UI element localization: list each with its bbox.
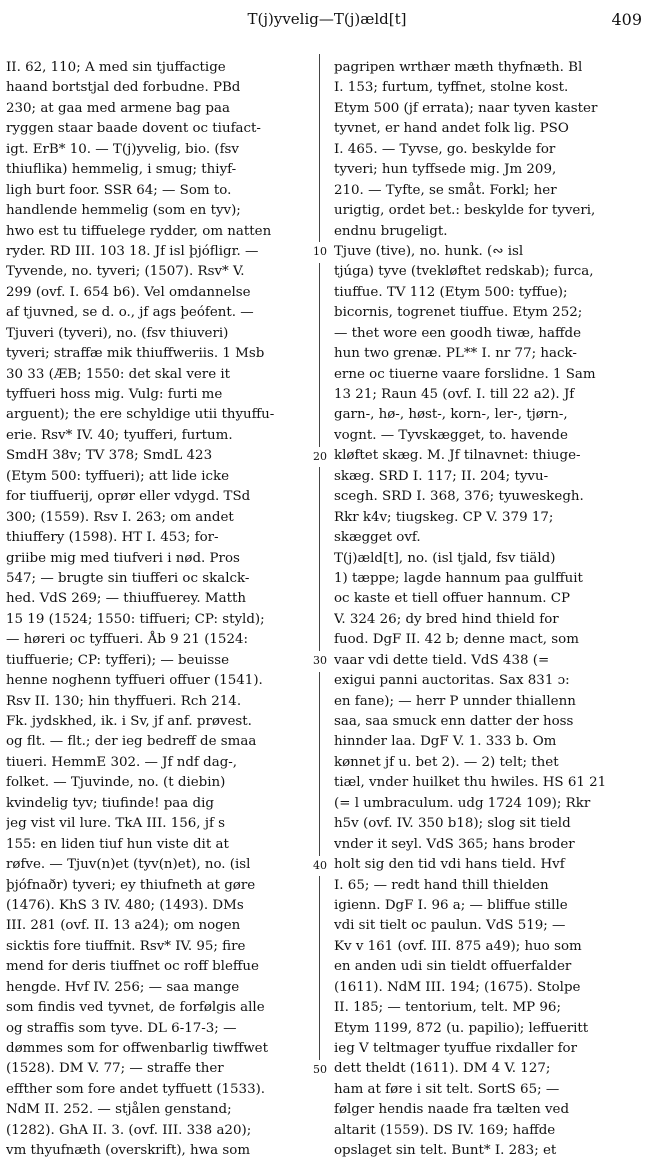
right-column-text-line: garn-, hø-, høst-, korn-, ler-, tjørn-, <box>334 407 568 423</box>
left-column-text-line: Tyvende, no. tyveri; (1507). Rsv* V. <box>6 264 245 280</box>
left-column-text-line: þjófnaðr) tyveri; ey thiufneth at gøre <box>6 877 256 893</box>
left-column-text-line: 299 (ovf. I. 654 b6). Vel omdannelse <box>6 284 251 300</box>
right-column-text-line: kløftet skæg. M. Jf tilnavnet: thiuge- <box>334 448 581 464</box>
right-column-text-line: — thet wore een goodh tiwæ, haffde <box>334 325 582 341</box>
running-title: T(j)yvelig—T(j)æld[t] <box>247 10 407 28</box>
margin-line-number: 30 <box>307 651 333 671</box>
left-column-text-line: 547; — brugte sin tiufferi oc skalck- <box>6 570 250 586</box>
left-column <box>6 58 302 1162</box>
left-column-text-line: ligh burt foor. SSR 64; — Som to. <box>6 182 232 198</box>
left-column-text-line: 30 33 (ÆB; 1550: det skal vere it <box>6 366 231 382</box>
right-column-text-line: vdi sit tielt oc paulun. VdS 519; — <box>334 918 566 934</box>
left-column-text-line: ryder. RD III. 103 18. Jf isl þjófligr. — <box>6 243 259 259</box>
left-column-text-line: hed. VdS 269; — thiuffuerey. Matth <box>6 591 246 607</box>
left-column-text-line: thiuffery (1598). HT I. 453; for- <box>6 530 219 546</box>
left-column-text-line: (1528). DM V. 77; — straffe ther <box>6 1061 224 1077</box>
right-column-text-line: endnu brugeligt. <box>334 223 448 239</box>
right-column-text-line: erne oc tiuerne vaare forslidne. 1 Sam <box>334 366 596 382</box>
right-column-text-line: vnder it seyl. VdS 365; hans broder <box>334 836 575 852</box>
left-column-text-line: — høreri oc tyffueri. Åb 9 21 (1524: <box>6 632 249 648</box>
left-column-text-line: 230; at gaa med armene bag paa <box>6 100 230 116</box>
left-column-text-line: kvindelig tyv; tiufinde! paa dig <box>6 795 214 811</box>
right-column-text-line: II. 185; — tentorium, telt. MP 96; <box>334 1000 561 1016</box>
left-column-text-line: tyffueri hoss mig. Vulg: furti me <box>6 387 223 402</box>
right-column-text-line: (1611). NdM III. 194; (1675). Stolpe <box>334 979 581 995</box>
right-column-text-line: Etym 500 (jf errata); naar tyven kaster <box>334 100 598 116</box>
right-column-text-line: I. 465. — Tyvse, go. beskylde for <box>334 141 556 157</box>
left-column-text-line: NdM II. 252. — stjålen genstand; <box>6 1102 232 1118</box>
right-column-text-line: Tjuve (tive), no. hunk. (∾ isl <box>334 243 524 259</box>
left-column-text-line: henne noghenn tyffueri offuer (1541). <box>6 673 263 689</box>
left-column-text-line: tiuffuerie; CP: tyfferi); — beuisse <box>6 652 230 668</box>
left-column-text-line: effther som fore andet tyffuett (1533). <box>6 1081 266 1097</box>
left-column-text-line: hwo est tu tiffuelege rydder, om natten <box>6 223 272 239</box>
right-column-text-line: tiæl, vnder huilket thu hwiles. HS 61 21 <box>334 775 607 791</box>
left-column-text-line: erie. Rsv* IV. 40; tyufferi, furtum. <box>6 427 233 443</box>
right-column-text-line: tyveri; hun tyffsede mig. Jm 209, <box>334 162 557 178</box>
left-column-text-line: Tjuveri (tyveri), no. (fsv thiuveri) <box>6 325 229 341</box>
left-column-text-line: (1476). KhS 3 IV. 480; (1493). DMs <box>6 897 244 913</box>
left-column-text-line: og flt. — flt.; der ieg bedreff de smaa <box>6 734 257 750</box>
left-column-text-line: III. 281 (ovf. II. 13 a24); om nogen <box>6 918 241 934</box>
left-column-text-line: sicktis fore tiuffnit. Rsv* IV. 95; fire <box>6 938 246 954</box>
left-column-text-line: som findis ved tyvnet, de forfølgis alle <box>6 1000 265 1016</box>
left-column-text-line: vm thyufnæth (overskrift), hwa som <box>6 1143 251 1159</box>
right-column-text-line: følger hendis naade fra tælten ved <box>334 1102 570 1118</box>
left-column-text-line: 300; (1559). Rsv I. 263; om andet <box>6 509 234 525</box>
right-column-text-line: pagripen wrthær mæth thyfnæth. Bl <box>334 60 583 75</box>
right-column-text-line: exigui panni auctoritas. Sax 831 ɔ: <box>334 673 570 689</box>
left-column-text-line: røfve. — Tjuv(n)et (tyv(n)et), no. (isl <box>6 857 251 873</box>
left-column-text-line: 15 19 (1524; 1550: tiffueri; CP: styld); <box>6 611 265 627</box>
right-column-text-line: fuod. DgF II. 42 b; denne mact, som <box>334 632 579 648</box>
margin-line-number: 20 <box>307 447 333 467</box>
left-column-text-line: tyveri; straffæ mik thiuffweriis. 1 Msb <box>6 346 265 362</box>
left-column-text-line: arguent); the ere schyldige utii thyuffu- <box>6 407 275 423</box>
right-column-text-line: Rkr k4v; tiugskeg. CP V. 379 17; <box>334 509 554 525</box>
right-column-text-line: V. 324 26; dy bred hind thield for <box>334 611 559 627</box>
right-column-text-line: skæg. SRD I. 117; II. 204; tyvu- <box>334 468 549 484</box>
left-column-text-line: igt. ErB* 10. — T(j)yvelig, bio. (fsv <box>6 141 239 157</box>
left-column-text-line: Rsv II. 130; hin thyffueri. Rch 214. <box>6 693 242 709</box>
right-column-text-line: 210. — Tyfte, se småt. Forkl; her <box>334 182 557 198</box>
right-column-text-line: saa, saa smuck enn datter der hoss <box>334 714 574 729</box>
left-column-text-line: af tjuvned, se d. o., jf ags þeófent. — <box>6 305 254 321</box>
right-column-text-line: skægget ovf. <box>334 530 421 546</box>
left-column-text-line: jeg vist vil lure. TkA III. 156, jf s <box>6 816 226 832</box>
left-column-text-line: thiuflika) hemmelig, i smug; thiyf- <box>6 162 237 178</box>
left-column-text-line: for tiuffuerij, oprør eller vdygd. TSd <box>6 489 251 505</box>
left-column-text-line: ryggen staar baade dovent oc tiufact- <box>6 121 261 137</box>
right-column-text-line: Kv v 161 (ovf. III. 875 a49); huo som <box>334 938 582 954</box>
right-column-text-line: en fane); — herr P unnder thiallenn <box>334 693 576 709</box>
margin-line-number: 10 <box>307 242 333 262</box>
right-column-text-line: dett theldt (1611). DM 4 V. 127; <box>334 1061 551 1077</box>
column-divider <box>319 54 320 1072</box>
right-column-text-line: tjúga) tyve (tvekløftet redskab); furca, <box>334 264 594 280</box>
left-column-text-line: mend for deris tiuffnet oc roff bleffue <box>6 959 259 975</box>
right-column-text-line: 13 21; Raun 45 (ovf. I. till 22 a2). Jf <box>334 387 575 402</box>
right-column-text-line: 1) tæppe; lagde hannum paa gulffuit <box>334 570 583 586</box>
margin-line-number: 40 <box>307 856 333 876</box>
left-column-text-line: hengde. Hvf IV. 256; — saa mange <box>6 979 240 995</box>
right-column-text-line: T(j)æld[t], no. (isl tjald, fsv tiäld) <box>334 550 556 566</box>
right-column-text-line: oc kaste et tiell offuer hannum. CP <box>334 591 571 607</box>
left-column-text-line: dømmes som for offwenbarlig tiwffwet <box>6 1041 268 1056</box>
right-column-text-line: tiuffue. TV 112 (Etym 500: tyffue); <box>334 284 568 300</box>
left-column-text-line: haand bortstjal ded forbudne. PBd <box>6 80 241 96</box>
right-column-text-line: I. 153; furtum, tyffnet, stolne kost. <box>334 80 569 96</box>
right-column-text-line: ieg V teltmager tyuffue rixdaller for <box>334 1041 578 1056</box>
right-column-text-line: holt sig den tid vdi hans tield. Hvf <box>334 857 565 873</box>
right-column-text-line: I. 65; — redt hand thill thielden <box>334 877 549 893</box>
right-column-text-line: kønnet jf u. bet 2). — 2) telt; thet <box>334 754 559 770</box>
left-column-text-line: II. 62, 110; A med sin tjuffactige <box>6 60 226 75</box>
right-column-text-line: ham at føre i sit telt. SortS 65; — <box>334 1081 560 1097</box>
left-column-text-line: griibe mig med tiufveri i nød. Pros <box>6 550 240 566</box>
left-column-text-line: SmdH 38v; TV 378; SmdL 423 <box>6 448 213 464</box>
left-column-text-line: og straffis som tyve. DL 6-17-3; — <box>6 1020 237 1036</box>
right-column-text-line: en anden udi sin tieldt offuerfalder <box>334 959 572 975</box>
margin-line-number: 50 <box>307 1060 333 1080</box>
right-column-text-line: h5v (ovf. IV. 350 b18); slog sit tield <box>334 816 571 832</box>
right-column-text-line: altarit (1559). DS IV. 169; haffde <box>334 1122 556 1138</box>
left-column-text-line: Fk. jydskhed, ik. i Sv, jf anf. prøvest. <box>6 714 252 729</box>
right-column-text-line: urigtig, ordet bet.: beskylde for tyveri, <box>334 203 596 219</box>
right-column-text-line: opslaget sin telt. Bunt* I. 283; et <box>334 1143 557 1159</box>
right-column-text-line: vaar vdi dette tield. VdS 438 (= <box>334 652 550 668</box>
left-column-text-line: (Etym 500: tyffueri); att lide icke <box>6 468 230 484</box>
page-header <box>8 10 646 40</box>
right-column-text-line: (= l umbraculum. udg 1724 109); Rkr <box>334 795 591 811</box>
left-column-text-line: handlende hemmelig (som en tyv); <box>6 203 241 219</box>
right-column <box>334 58 630 1162</box>
right-column-text-line: bicornis, togrenet tiuffue. Etym 252; <box>334 305 583 321</box>
right-column-text-line: Etym 1199, 872 (u. papilio); leffueritt <box>334 1020 589 1036</box>
right-column-text-line: igienn. DgF I. 96 a; — bliffue stille <box>334 897 568 913</box>
right-column-text-line: vognt. — Tyvskægget, to. havende <box>334 427 568 443</box>
page-number: 409 <box>611 10 642 29</box>
left-column-text-line: (1282). GhA II. 3. (ovf. III. 338 a20); <box>6 1122 252 1138</box>
left-column-text-line: folket. — Tjuvinde, no. (t diebin) <box>6 775 226 791</box>
right-column-text-line: tyvnet, er hand andet folk lig. PSO <box>334 121 569 137</box>
left-column-text-line: 155: en liden tiuf hun viste dit at <box>6 836 229 852</box>
right-column-text-line: hun two grenæ. PL** I. nr 77; hack- <box>334 346 577 362</box>
right-column-text-line: hinnder laa. DgF V. 1. 333 b. Om <box>334 734 557 750</box>
right-column-text-line: scegh. SRD I. 368, 376; tyuweskegh. <box>334 489 584 505</box>
left-column-text-line: tiueri. HemmE 302. — Jf ndf dag-, <box>6 754 238 770</box>
